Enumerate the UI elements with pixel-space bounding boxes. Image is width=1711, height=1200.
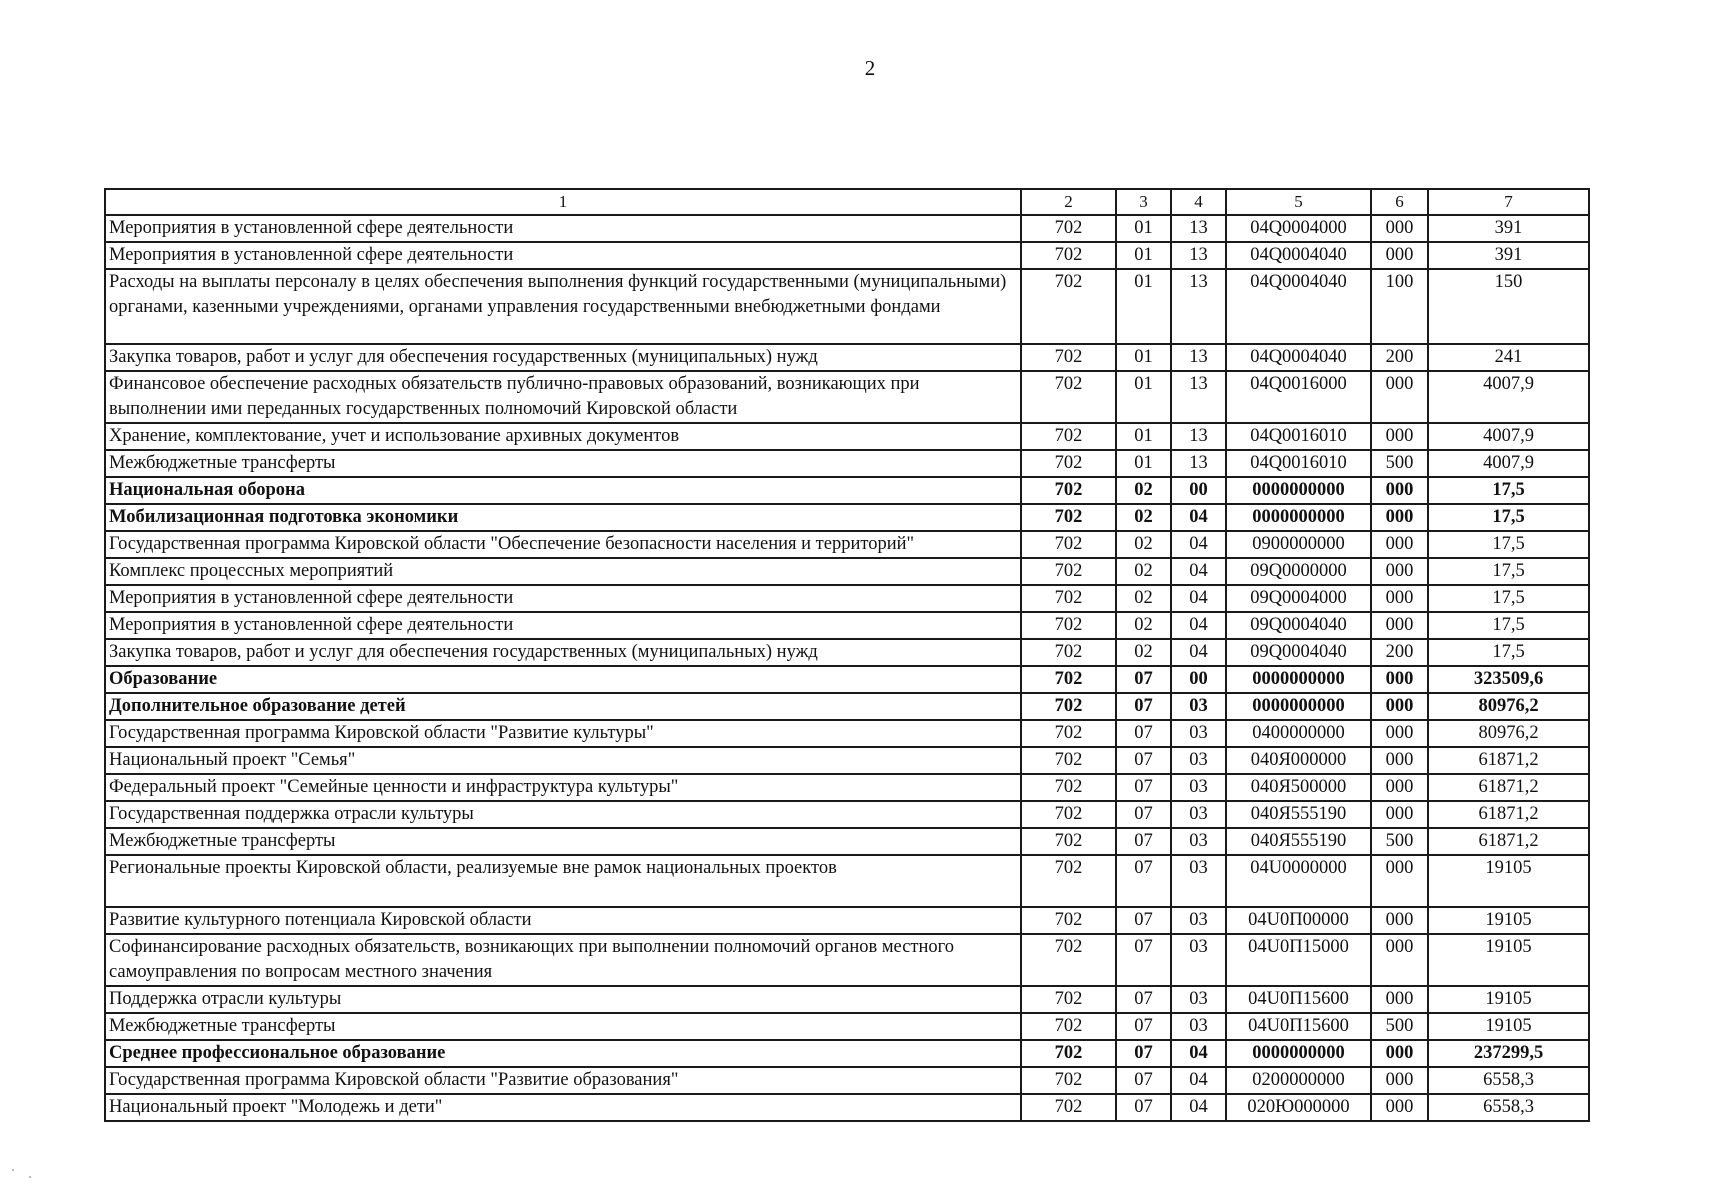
code-cell: 702: [1021, 531, 1116, 558]
section-cell: 07: [1116, 666, 1171, 693]
expense-type-cell: 000: [1371, 585, 1428, 612]
expense-type-cell: 000: [1371, 242, 1428, 269]
amount-cell: 17,5: [1428, 504, 1589, 531]
expense-type-cell: 000: [1371, 1094, 1428, 1121]
subsection-cell: 04: [1171, 1040, 1226, 1067]
row-name-cell: Межбюджетные трансферты: [105, 1013, 1021, 1040]
row-name-cell: Региональные проекты Кировской области, реализуемые вне рамок национальных проектов: [105, 855, 1021, 907]
subsection-cell: 04: [1171, 585, 1226, 612]
amount-cell: 19105: [1428, 907, 1589, 934]
section-cell: 01: [1116, 450, 1171, 477]
section-cell: 02: [1116, 531, 1171, 558]
expense-type-cell: 000: [1371, 774, 1428, 801]
row-name-cell: Мероприятия в установленной сфере деятельности: [105, 215, 1021, 242]
row-name-cell: Дополнительное образование детей: [105, 693, 1021, 720]
row-name-cell: Закупка товаров, работ и услуг для обеспечения государственных (муниципальных) нужд: [105, 344, 1021, 371]
code-cell: 702: [1021, 747, 1116, 774]
amount-cell: 17,5: [1428, 531, 1589, 558]
target-article-cell: 0400000000: [1226, 720, 1371, 747]
budget-table-container: [104, 188, 1588, 1122]
code-cell: 702: [1021, 558, 1116, 585]
code-cell: 702: [1021, 242, 1116, 269]
amount-cell: 323509,6: [1428, 666, 1589, 693]
row-name-cell: Мероприятия в установленной сфере деятельности: [105, 585, 1021, 612]
expense-type-cell: 000: [1371, 855, 1428, 907]
table-row: [105, 855, 1589, 907]
target-article-cell: 04Q0016010: [1226, 423, 1371, 450]
amount-cell: 61871,2: [1428, 828, 1589, 855]
target-article-cell: 04U0П00000: [1226, 907, 1371, 934]
expense-type-cell: 000: [1371, 1067, 1428, 1094]
subsection-cell: 03: [1171, 934, 1226, 986]
subsection-cell: 13: [1171, 215, 1226, 242]
amount-cell: 391: [1428, 215, 1589, 242]
table-row: [105, 215, 1589, 242]
row-name-cell: Софинансирование расходных обязательств, возникающих при выполнении полномочий органов местного самоуправления по вопросам местного значения: [105, 934, 1021, 986]
section-cell: 02: [1116, 612, 1171, 639]
section-cell: 07: [1116, 801, 1171, 828]
section-cell: 07: [1116, 986, 1171, 1013]
section-cell: 07: [1116, 693, 1171, 720]
expense-type-cell: 000: [1371, 371, 1428, 423]
amount-cell: 150: [1428, 269, 1589, 344]
row-name-cell: Межбюджетные трансферты: [105, 450, 1021, 477]
section-cell: 07: [1116, 855, 1171, 907]
target-article-cell: 04U0П15600: [1226, 1013, 1371, 1040]
table-row: [105, 558, 1589, 585]
section-cell: 02: [1116, 585, 1171, 612]
expense-type-cell: 000: [1371, 693, 1428, 720]
code-cell: 702: [1021, 344, 1116, 371]
table-row: [105, 423, 1589, 450]
section-cell: 07: [1116, 774, 1171, 801]
table-header-row: [105, 189, 1589, 215]
table-row: [105, 828, 1589, 855]
row-name-cell: Государственная программа Кировской области "Обеспечение безопасности населения и территорий": [105, 531, 1021, 558]
amount-cell: 19105: [1428, 1013, 1589, 1040]
section-cell: 01: [1116, 242, 1171, 269]
target-article-cell: 04Q0004040: [1226, 242, 1371, 269]
expense-type-cell: 500: [1371, 1013, 1428, 1040]
expense-type-cell: 000: [1371, 666, 1428, 693]
target-article-cell: 0000000000: [1226, 504, 1371, 531]
target-article-cell: 09Q0004000: [1226, 585, 1371, 612]
target-article-cell: 040Я555190: [1226, 801, 1371, 828]
column-header: 2: [1021, 189, 1116, 215]
amount-cell: 19105: [1428, 934, 1589, 986]
code-cell: 702: [1021, 693, 1116, 720]
section-cell: 01: [1116, 269, 1171, 344]
row-name-cell: Хранение, комплектование, учет и использование архивных документов: [105, 423, 1021, 450]
target-article-cell: 020Ю000000: [1226, 1094, 1371, 1121]
amount-cell: 61871,2: [1428, 747, 1589, 774]
code-cell: 702: [1021, 1040, 1116, 1067]
expense-type-cell: 200: [1371, 344, 1428, 371]
table-row: [105, 720, 1589, 747]
section-cell: 07: [1116, 720, 1171, 747]
subsection-cell: 04: [1171, 1094, 1226, 1121]
expense-type-cell: 000: [1371, 531, 1428, 558]
amount-cell: 17,5: [1428, 558, 1589, 585]
table-row: [105, 477, 1589, 504]
row-name-cell: Поддержка отрасли культуры: [105, 986, 1021, 1013]
table-row: [105, 585, 1589, 612]
amount-cell: 237299,5: [1428, 1040, 1589, 1067]
expense-type-cell: 000: [1371, 215, 1428, 242]
table-row: [105, 269, 1589, 344]
code-cell: 702: [1021, 1013, 1116, 1040]
amount-cell: 6558,3: [1428, 1067, 1589, 1094]
table-row: [105, 774, 1589, 801]
table-row: [105, 504, 1589, 531]
expense-type-cell: 000: [1371, 1040, 1428, 1067]
subsection-cell: 13: [1171, 242, 1226, 269]
section-cell: 07: [1116, 907, 1171, 934]
row-name-cell: Закупка товаров, работ и услуг для обеспечения государственных (муниципальных) нужд: [105, 639, 1021, 666]
code-cell: 702: [1021, 477, 1116, 504]
code-cell: 702: [1021, 720, 1116, 747]
target-article-cell: 040Я555190: [1226, 828, 1371, 855]
code-cell: 702: [1021, 666, 1116, 693]
code-cell: 702: [1021, 269, 1116, 344]
row-name-cell: Государственная программа Кировской области "Развитие образования": [105, 1067, 1021, 1094]
code-cell: 702: [1021, 986, 1116, 1013]
table-row: [105, 344, 1589, 371]
table-body: [105, 215, 1589, 1121]
expense-type-cell: 000: [1371, 934, 1428, 986]
code-cell: 702: [1021, 423, 1116, 450]
target-article-cell: 09Q0004040: [1226, 612, 1371, 639]
expense-type-cell: 000: [1371, 558, 1428, 585]
row-name-cell: Мероприятия в установленной сфере деятельности: [105, 242, 1021, 269]
section-cell: 07: [1116, 1040, 1171, 1067]
target-article-cell: 0000000000: [1226, 477, 1371, 504]
expense-type-cell: 500: [1371, 450, 1428, 477]
table-row: [105, 801, 1589, 828]
table-row: [105, 693, 1589, 720]
table-row: [105, 934, 1589, 986]
amount-cell: 241: [1428, 344, 1589, 371]
table-row: [105, 666, 1589, 693]
table-row: [105, 371, 1589, 423]
subsection-cell: 03: [1171, 986, 1226, 1013]
code-cell: 702: [1021, 907, 1116, 934]
section-cell: 02: [1116, 558, 1171, 585]
amount-cell: 6558,3: [1428, 1094, 1589, 1121]
code-cell: 702: [1021, 1094, 1116, 1121]
table-row: [105, 531, 1589, 558]
subsection-cell: 03: [1171, 693, 1226, 720]
column-header: 3: [1116, 189, 1171, 215]
code-cell: 702: [1021, 828, 1116, 855]
subsection-cell: 13: [1171, 269, 1226, 344]
row-name-cell: Национальный проект "Семья": [105, 747, 1021, 774]
code-cell: 702: [1021, 1067, 1116, 1094]
code-cell: 702: [1021, 215, 1116, 242]
table-row: [105, 907, 1589, 934]
amount-cell: 4007,9: [1428, 423, 1589, 450]
expense-type-cell: 000: [1371, 801, 1428, 828]
expense-type-cell: 100: [1371, 269, 1428, 344]
section-cell: 01: [1116, 371, 1171, 423]
target-article-cell: 04Q0004000: [1226, 215, 1371, 242]
amount-cell: 19105: [1428, 986, 1589, 1013]
row-name-cell: Образование: [105, 666, 1021, 693]
target-article-cell: 040Я500000: [1226, 774, 1371, 801]
expense-type-cell: 000: [1371, 986, 1428, 1013]
target-article-cell: 04U0П15000: [1226, 934, 1371, 986]
section-cell: 02: [1116, 504, 1171, 531]
target-article-cell: 04Q0016000: [1226, 371, 1371, 423]
subsection-cell: 04: [1171, 558, 1226, 585]
table-row: [105, 639, 1589, 666]
target-article-cell: 0000000000: [1226, 1040, 1371, 1067]
subsection-cell: 04: [1171, 1067, 1226, 1094]
code-cell: 702: [1021, 612, 1116, 639]
amount-cell: 4007,9: [1428, 450, 1589, 477]
subsection-cell: 13: [1171, 423, 1226, 450]
section-cell: 07: [1116, 1094, 1171, 1121]
section-cell: 01: [1116, 344, 1171, 371]
subsection-cell: 13: [1171, 371, 1226, 423]
target-article-cell: 09Q0000000: [1226, 558, 1371, 585]
code-cell: 702: [1021, 801, 1116, 828]
subsection-cell: 04: [1171, 531, 1226, 558]
column-header: 1: [105, 189, 1021, 215]
expense-type-cell: 000: [1371, 504, 1428, 531]
table-row: [105, 242, 1589, 269]
column-header: 6: [1371, 189, 1428, 215]
expense-type-cell: 000: [1371, 720, 1428, 747]
subsection-cell: 03: [1171, 720, 1226, 747]
expense-type-cell: 200: [1371, 639, 1428, 666]
section-cell: 01: [1116, 423, 1171, 450]
expense-type-cell: 000: [1371, 747, 1428, 774]
expense-type-cell: 000: [1371, 477, 1428, 504]
row-name-cell: Национальная оборона: [105, 477, 1021, 504]
row-name-cell: Комплекс процессных мероприятий: [105, 558, 1021, 585]
amount-cell: 80976,2: [1428, 693, 1589, 720]
row-name-cell: Государственная поддержка отрасли культуры: [105, 801, 1021, 828]
scan-specks: [8, 1165, 38, 1185]
target-article-cell: 040Я000000: [1226, 747, 1371, 774]
code-cell: 702: [1021, 585, 1116, 612]
subsection-cell: 03: [1171, 907, 1226, 934]
row-name-cell: Развитие культурного потенциала Кировской области: [105, 907, 1021, 934]
section-cell: 07: [1116, 934, 1171, 986]
section-cell: 02: [1116, 477, 1171, 504]
expense-type-cell: 000: [1371, 423, 1428, 450]
amount-cell: 4007,9: [1428, 371, 1589, 423]
expense-type-cell: 000: [1371, 612, 1428, 639]
subsection-cell: 03: [1171, 747, 1226, 774]
target-article-cell: 09Q0004040: [1226, 639, 1371, 666]
amount-cell: 17,5: [1428, 477, 1589, 504]
amount-cell: 17,5: [1428, 585, 1589, 612]
subsection-cell: 04: [1171, 639, 1226, 666]
column-header: 5: [1226, 189, 1371, 215]
code-cell: 702: [1021, 450, 1116, 477]
code-cell: 702: [1021, 934, 1116, 986]
section-cell: 01: [1116, 215, 1171, 242]
section-cell: 07: [1116, 747, 1171, 774]
row-name-cell: Межбюджетные трансферты: [105, 828, 1021, 855]
subsection-cell: 03: [1171, 855, 1226, 907]
subsection-cell: 03: [1171, 1013, 1226, 1040]
amount-cell: 17,5: [1428, 639, 1589, 666]
section-cell: 07: [1116, 828, 1171, 855]
subsection-cell: 03: [1171, 774, 1226, 801]
expense-type-cell: 500: [1371, 828, 1428, 855]
amount-cell: 61871,2: [1428, 801, 1589, 828]
target-article-cell: 04U0000000: [1226, 855, 1371, 907]
table-row: [105, 450, 1589, 477]
table-row: [105, 1094, 1589, 1121]
subsection-cell: 13: [1171, 344, 1226, 371]
amount-cell: 61871,2: [1428, 774, 1589, 801]
amount-cell: 80976,2: [1428, 720, 1589, 747]
subsection-cell: 04: [1171, 612, 1226, 639]
row-name-cell: Финансовое обеспечение расходных обязательств публично-правовых образований, возникающих при выполнении ими переданных государственных полномочий Кировской области: [105, 371, 1021, 423]
table-row: [105, 1040, 1589, 1067]
code-cell: 702: [1021, 774, 1116, 801]
row-name-cell: Среднее профессиональное образование: [105, 1040, 1021, 1067]
table-row: [105, 986, 1589, 1013]
table-row: [105, 1067, 1589, 1094]
row-name-cell: Мобилизационная подготовка экономики: [105, 504, 1021, 531]
code-cell: 702: [1021, 371, 1116, 423]
target-article-cell: 04Q0004040: [1226, 344, 1371, 371]
table-row: [105, 747, 1589, 774]
subsection-cell: 04: [1171, 504, 1226, 531]
subsection-cell: 00: [1171, 477, 1226, 504]
page-number: 2: [864, 56, 876, 80]
subsection-cell: 03: [1171, 828, 1226, 855]
row-name-cell: Государственная программа Кировской области "Развитие культуры": [105, 720, 1021, 747]
target-article-cell: 04Q0016010: [1226, 450, 1371, 477]
target-article-cell: 0900000000: [1226, 531, 1371, 558]
target-article-cell: 0000000000: [1226, 693, 1371, 720]
row-name-cell: Мероприятия в установленной сфере деятельности: [105, 612, 1021, 639]
row-name-cell: Федеральный проект "Семейные ценности и инфраструктура культуры": [105, 774, 1021, 801]
table-row: [105, 612, 1589, 639]
amount-cell: 391: [1428, 242, 1589, 269]
target-article-cell: 0000000000: [1226, 666, 1371, 693]
code-cell: 702: [1021, 504, 1116, 531]
row-name-cell: Национальный проект "Молодежь и дети": [105, 1094, 1021, 1121]
target-article-cell: 0200000000: [1226, 1067, 1371, 1094]
budget-table: [104, 188, 1590, 1122]
table-row: [105, 1013, 1589, 1040]
row-name-cell: Расходы на выплаты персоналу в целях обеспечения выполнения функций государственными (муниципальными) органами, казенными учреждениями, органами управления государственными внебюджетными фондами: [105, 269, 1021, 344]
column-header: 4: [1171, 189, 1226, 215]
column-header: 7: [1428, 189, 1589, 215]
subsection-cell: 00: [1171, 666, 1226, 693]
section-cell: 02: [1116, 639, 1171, 666]
amount-cell: 19105: [1428, 855, 1589, 907]
code-cell: 702: [1021, 639, 1116, 666]
target-article-cell: 04U0П15600: [1226, 986, 1371, 1013]
section-cell: 07: [1116, 1013, 1171, 1040]
section-cell: 07: [1116, 1067, 1171, 1094]
subsection-cell: 13: [1171, 450, 1226, 477]
amount-cell: 17,5: [1428, 612, 1589, 639]
expense-type-cell: 000: [1371, 907, 1428, 934]
subsection-cell: 03: [1171, 801, 1226, 828]
target-article-cell: 04Q0004040: [1226, 269, 1371, 344]
code-cell: 702: [1021, 855, 1116, 907]
